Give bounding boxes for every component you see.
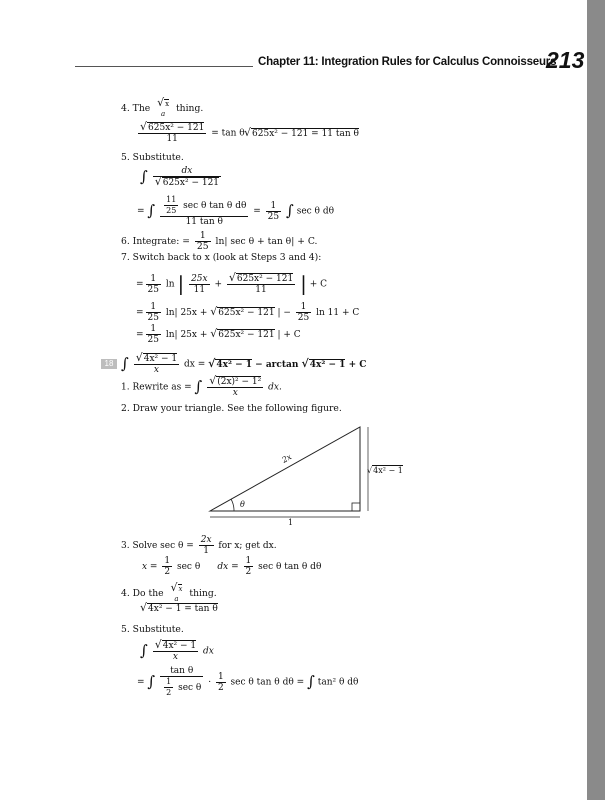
p18-sqrt-x-text: x <box>178 585 183 593</box>
sb3-frac-d: 25 <box>147 335 159 345</box>
opposite-label-text: 4x² − 1 <box>373 466 403 475</box>
dx-tail: sec θ tan θ dθ <box>258 562 322 572</box>
p18-s5-den: x <box>172 652 178 662</box>
sb3-root: 625x² − 121 <box>218 330 275 340</box>
p18-step1-tail: dx. <box>268 382 282 393</box>
step-6-tail: ln| sec θ + tan θ| + C. <box>215 236 318 247</box>
step-6-line <box>121 231 317 252</box>
p18-step1-num-text: (2x)² − 1² <box>217 377 262 387</box>
sb1-b-frac <box>227 273 295 295</box>
p18-mid: dx = <box>184 359 206 370</box>
sub2-mid-frac <box>266 201 281 222</box>
sub2-tail: sec θ dθ <box>296 206 335 217</box>
p18-s5-num: √4x² − 1 <box>154 638 197 651</box>
p18-sqrt-x: √x <box>170 581 183 594</box>
sb2-frac <box>146 302 161 323</box>
p18-step5-line-2: = ∫ tan θ $\frac{1}{2}$ sec θ · $\frac{1}{2}$ sec θ tan θ dθ = ∫ tan² θ dθ <box>137 666 359 697</box>
eq-tan-right: √625x² − 121 = 11 tan θ <box>244 126 359 139</box>
p18-frac <box>134 353 179 375</box>
p18-s6-den-tail: sec θ <box>178 683 202 693</box>
sb2-root: 625x² − 121 <box>218 308 275 318</box>
p18-step3-d: 1 <box>203 546 209 556</box>
step-6-label: 6. Integrate: = <box>121 236 190 247</box>
p18-ans-root: 4x² − 1 <box>216 359 252 370</box>
sb1-frac-d: 25 <box>147 284 159 295</box>
sb2-frac-n: 1 <box>146 302 161 313</box>
sb1-frac <box>146 274 161 295</box>
p18-s6-den-d: 2 <box>166 688 172 697</box>
sqrt-x: √x <box>157 96 170 109</box>
sqrt-x-text: x <box>165 100 170 108</box>
step-7-label: 7. Switch back to x (look at Steps 3 and 4): <box>121 252 322 263</box>
p18-step5-integral: ∫ $\frac{\text{√4x² − 1}}{x}$ dx <box>140 638 214 662</box>
sb2-frac-d: 25 <box>147 313 159 323</box>
sb3-frac <box>146 324 161 345</box>
substitute-integral: ∫ $\frac{dx}{\text{√625x² − 121}}$ <box>140 166 220 188</box>
right-angle-mark <box>352 503 360 511</box>
sb2-frac2-n: 1 <box>296 302 311 313</box>
substitute-frac <box>153 166 221 188</box>
sub2-inner-d: 25 <box>166 206 177 215</box>
x-frac <box>162 556 172 577</box>
eq-tan-rhs: = tan θ <box>211 128 245 139</box>
p18-num-text: 4x² − 1 <box>143 354 178 364</box>
sb2-tail: ln 11 + C <box>316 308 360 318</box>
step-4-line <box>121 98 203 119</box>
p18-s6-den-frac <box>164 677 173 698</box>
p18-s5-frac <box>153 640 198 662</box>
eq-tan-num-text: 625x² − 121 <box>148 123 205 133</box>
sb2-minus: | − <box>277 308 291 318</box>
p18-s5-tail: dx <box>203 646 214 657</box>
sqrt-a-den: a <box>160 110 166 118</box>
sb3-frac-n: 1 <box>146 324 161 335</box>
sub2-mid-n: 1 <box>266 201 281 212</box>
p18-step-4 <box>121 583 217 604</box>
dx-frac-n: 1 <box>245 556 252 566</box>
substitute-line-2: = ∫ $\frac{11}{25}$ sec θ tan θ dθ 11 tan θ = $\frac{1}{25}$ ∫ sec θ dθ <box>137 195 335 227</box>
p18-s5-num-text: 4x² − 1 <box>162 641 197 651</box>
p18-s6-num: tan θ <box>160 666 203 677</box>
eq-tan-left <box>136 122 245 144</box>
step-6-frac-d: 25 <box>196 241 209 252</box>
p18-ans-tail: + C <box>348 359 367 370</box>
sqrt-over-a <box>155 98 171 119</box>
p18-step1-num: √(2x)² − 1² <box>209 374 262 387</box>
sb1-a-n: 25x <box>191 273 208 284</box>
sb1-tail: + C <box>309 279 327 290</box>
eq-tan-frac <box>138 122 206 144</box>
x-tail: sec θ <box>176 562 201 572</box>
sb3-tail: | + C <box>277 330 301 340</box>
dx-frac-d: 2 <box>245 567 252 577</box>
x-frac-d: 2 <box>164 567 171 577</box>
opposite-label: √4x² − 1 <box>367 466 403 475</box>
switch-back-line-2: = $\frac{1}{25}$ ln| 25x + √625x² − 121 | − $\frac{1}{25}$ ln 11 + C <box>136 302 360 323</box>
p18-s6-mid-d: 2 <box>217 682 224 693</box>
p18-s6-frac <box>160 666 203 698</box>
p18-step4-eq-text: 4x² − 1 = tan θ <box>148 604 218 614</box>
sb1-a-d: 11 <box>193 284 206 295</box>
p18-num: √4x² − 1 <box>135 351 178 364</box>
p18-step4-tail: thing. <box>189 588 217 599</box>
p18-ans-mid: − arctan <box>255 359 299 370</box>
p18-step3-label: 3. Solve sec θ = <box>121 541 194 551</box>
p18-ans-root2: 4x² − 1 <box>309 359 346 370</box>
p18-step1-label: 1. Rewrite as = <box>121 382 192 393</box>
eq-tan-right-text: 625x² − 121 = 11 tan θ <box>252 129 359 139</box>
sub2-den: 11 tan θ <box>185 217 223 227</box>
sb1-a-frac <box>189 274 210 295</box>
dx-eq: dx = <box>217 562 239 572</box>
p18-step1-den: x <box>232 388 238 398</box>
p18-step-1: 1. Rewrite as = ∫ $\frac{\text{√(2x)² − 1²}}{x}$ dx. <box>121 374 282 398</box>
sb2-frac2-d: 25 <box>297 313 310 323</box>
angle-label: θ <box>240 500 245 509</box>
step-6-frac <box>195 231 211 252</box>
p18-den: x <box>153 365 159 375</box>
sub2-frac <box>160 195 248 227</box>
page-edge-bar <box>587 0 605 800</box>
p18-s6-mid-tail: sec θ tan θ dθ = <box>230 677 305 688</box>
p18-step3-tail: for x; get dx. <box>218 541 277 551</box>
switch-back-line-1: = $\frac{1}{25}$ ln | $\frac{25x}{11}$ + $\frac{\text{√625x² − 121}}{11}$ | + C <box>136 271 327 296</box>
p18-s6-den <box>160 677 203 698</box>
substitute-den-text: 625x² − 121 <box>162 178 220 188</box>
p18-sqrt-a-den: a <box>174 595 179 603</box>
p18-step4-label: 4. Do the <box>121 588 164 599</box>
x-substitution <box>142 556 321 577</box>
hypotenuse-label: 2x <box>280 452 294 465</box>
p18-step-5: 5. Substitute. <box>121 624 184 635</box>
sb3-mid: ln| 25x + <box>165 330 208 340</box>
p18-s6-den-n: 1 <box>166 677 172 686</box>
step-4-tail: thing. <box>175 103 204 114</box>
p18-step4-eq: √4x² − 1 = tan θ <box>140 601 218 614</box>
step-4-label: 4. The <box>121 103 151 114</box>
p18-sqrt-over-a <box>168 583 184 604</box>
sub2-num-tail: sec θ tan θ dθ <box>183 201 247 211</box>
sub2-inner-frac <box>164 195 178 216</box>
p18-s6-mid-n: 1 <box>217 671 224 682</box>
sb2-frac2 <box>296 302 311 323</box>
sb1-b-d: 11 <box>255 285 267 295</box>
switch-back-line-3: = $\frac{1}{25}$ ln| 25x + √625x² − 121 | + C <box>136 324 301 345</box>
p18-step-2: 2. Draw your triangle. See the following figure. <box>121 403 342 414</box>
adjacent-label: 1 <box>288 518 294 527</box>
p18-step1-frac <box>207 376 263 398</box>
sb1-ln: ln <box>165 279 175 290</box>
sb2-mid: ln| 25x + <box>165 308 208 318</box>
p18-step3-n: 2x <box>200 535 212 545</box>
substitute-den: √625x² − 121 <box>154 175 220 188</box>
dx-frac <box>244 556 254 577</box>
sub2-mid-d: 25 <box>267 211 280 222</box>
problem-number-badge: 18 <box>101 359 117 369</box>
sb1-frac-n: 1 <box>146 274 161 285</box>
header-rule <box>75 66 253 67</box>
running-head: Chapter 11: Integration Rules for Calculus Connoisseurs <box>258 56 557 68</box>
p18-step3-frac <box>199 535 214 556</box>
substitute-num: dx <box>153 166 221 177</box>
sb1-b-n: √625x² − 121 <box>228 271 294 284</box>
x-frac-n: 1 <box>164 556 171 566</box>
p18-step-3 <box>121 535 277 556</box>
eq-tan-num: √625x² − 121 <box>140 120 205 133</box>
sub2-inner-n: 11 <box>166 195 177 204</box>
sub2-num <box>160 195 248 217</box>
problem-18-statement: ∫ $\frac{\text{√4x² − 1}}{x}$ dx = √4x² − 1 − arctan √4x² − 1 + C <box>121 351 367 375</box>
step-6-frac-n: 1 <box>195 231 211 242</box>
p18-s6-mid-frac <box>216 672 226 693</box>
sb1-b-n-text: 625x² − 121 <box>236 274 294 284</box>
triangle-shape <box>210 427 360 511</box>
eq-tan-den: 11 <box>166 134 178 144</box>
angle-arc <box>231 499 234 511</box>
page-number: 213 <box>546 47 585 73</box>
step-5-label: 5. Substitute. <box>121 152 184 163</box>
x-eq: x = <box>142 562 158 572</box>
p18-s6-tail: tan² θ dθ <box>317 677 359 688</box>
